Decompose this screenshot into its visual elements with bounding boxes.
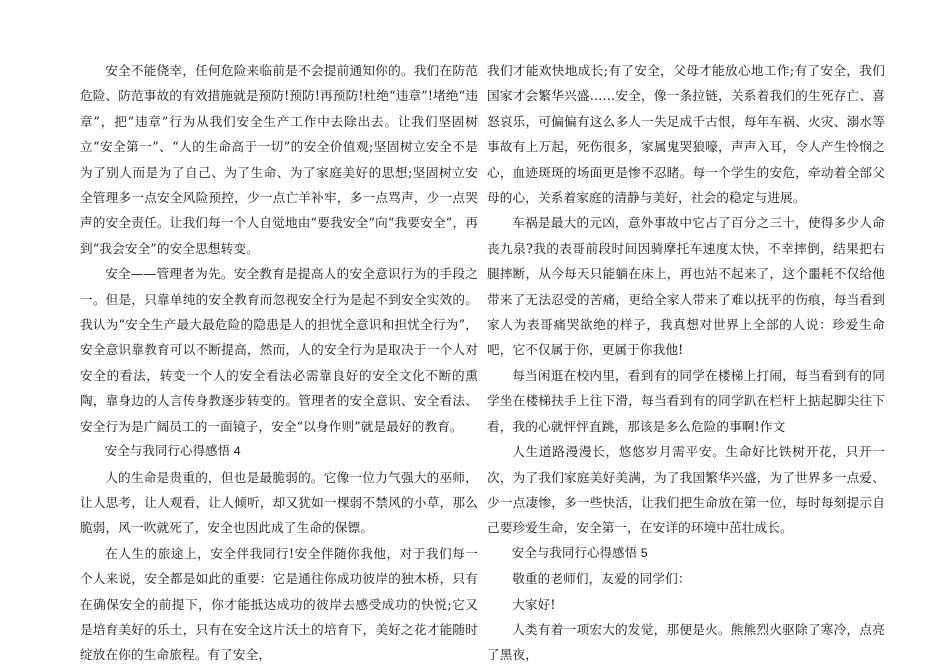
hello-line: 大家好! <box>512 596 556 612</box>
left-text-column <box>80 58 478 668</box>
paragraph-life-precious: 人的生命是贵重的，但也是最脆弱的。它像一位力气强大的巫师，让人思考，让人观看，让人倾听，却又犹如一棵弱不禁风的小草，那么脆弱，风一吹就死了，安全也因此成了生命的保镖。 <box>80 469 478 536</box>
paragraph-car-accident: 车祸是最大的元凶，意外事故中它占了百分之三十，使得多少人命丧九泉?我的表哥前段时间因骑摩托车速度太快，不幸摔倒，结果把右腿摔断，从今每天只能躺在床上，再也站不起来了，这个噩耗不仅给他带来了无法忍受的苦痛，更给全家人带来了难以抚平的伤痕，每当看到家人为表哥痛哭欲绝的样子，我真想对世界上全部的人说：珍爱生命吧，它不仅属于你，更属于你我他! <box>487 215 885 358</box>
section-heading-5: 安全与我同行心得感悟 5 <box>511 545 648 560</box>
paragraph-campus-danger: 每当闲逛在校内里，看到有的同学在楼梯上打闹，每当看到有的同学坐在楼梯扶手上往下滑，每当看到有的同学趴在栏杆上掂起脚尖往下看，我的心就怦怦直跳，那该是多么危险的事啊!作文 <box>487 367 885 434</box>
section-heading-4: 安全与我同行心得感悟 4 <box>104 444 241 459</box>
paragraph-life-journey: 在人生的旅途上，安全伴我同行!安全伴随你我他，对于我们每一个人来说，安全都是如此的重要：它是通往你成功彼岸的独木桥，只有在确保安全的前提下，你才能抵达成功的彼岸去感受成功的快悦;它又是培育美好的乐土，只有在安全这片沃土的培育下，美好之花才能随时绽放在你的生命旅程。有了安全， <box>80 545 478 663</box>
greeting-line: 敬重的老师们，友爱的同学们： <box>512 571 691 587</box>
paragraph-continued: 我们才能欢快地成长;有了安全，父母才能放心地工作;有了安全，我们国家才会繁华兴盛……安全，像一条拉链，关系着我们的生死存亡、喜怒哀乐，可偏偏有这么多人一失足成千古恨，每年车祸、火灾、溺水等事故有上万起，死伤很多，家属鬼哭狼嚎，声声入耳，令人产生怜悯之心，血迹斑斑的场面更是惨不忍睹。每一个学生的安危，牵动着全部父母的心，关系着家庭的清静与美好，社会的稳定与进展。 <box>487 63 885 206</box>
paragraph-life-road: 人生道路漫漫长，悠悠岁月需平安。生命好比铁树开花，只开一次，为了我们家庭美好美满，为了我国繁华兴盛，为了世界多一点爱、少一点凄惨，多一些快活，让我们把生命放在第一位，每时每刻提示自己要珍爱生命，安全第一，在安详的环境中茁壮成长。 <box>487 444 885 536</box>
paragraph-fire: 人类有着一项宏大的发觉，那便是火。熊熊烈火驱除了寒冷，点亮了黑夜， <box>487 621 885 663</box>
paragraph-safety-no-luck: 安全不能侥幸，任何危险来临前是不会提前通知你的。我们在防范危险、防范事故的有效措施就是预防!预防!再预防!杜绝“违章”!堵绝“违章”，把“违章”行为从我们安全生产工作中去除出去。让我们坚固树立“安全第一”、“人的生命高于一切”的安全价值观;坚固树立安全不是为了别人而是为了自己、为了生命、为了家庭美好的思想;坚固树立安全管理多一点安全风险预控，少一点亡羊补牢，多一点骂声，少一点哭声的安全责任。让我们每一个人自觉地由“要我安全”向“我要安全”，再到“我会安全”的安全思想转变。 <box>80 63 478 256</box>
right-text-column <box>487 58 885 668</box>
paragraph-manager-first: 安全——管理者为先。安全教育是提高人的安全意识行为的手段之一。但是，只靠单纯的安全教育而忽视安全行为是起不到安全实效的。我认为“安全生产最大最危险的隐患是人的担忧全意识和担忧全行为”，安全意识靠教育可以不断提高，然而，人的安全行为是取决于一个人对安全的看法，转变一个人的安全看法必需靠良好的安全文化不断的熏陶，靠身边的人言传身教逐步转变的。管理者的安全意识、安全看法、安全行为是广阔员工的一面镜子，安全“以身作则”就是最好的教育。 <box>80 266 478 434</box>
